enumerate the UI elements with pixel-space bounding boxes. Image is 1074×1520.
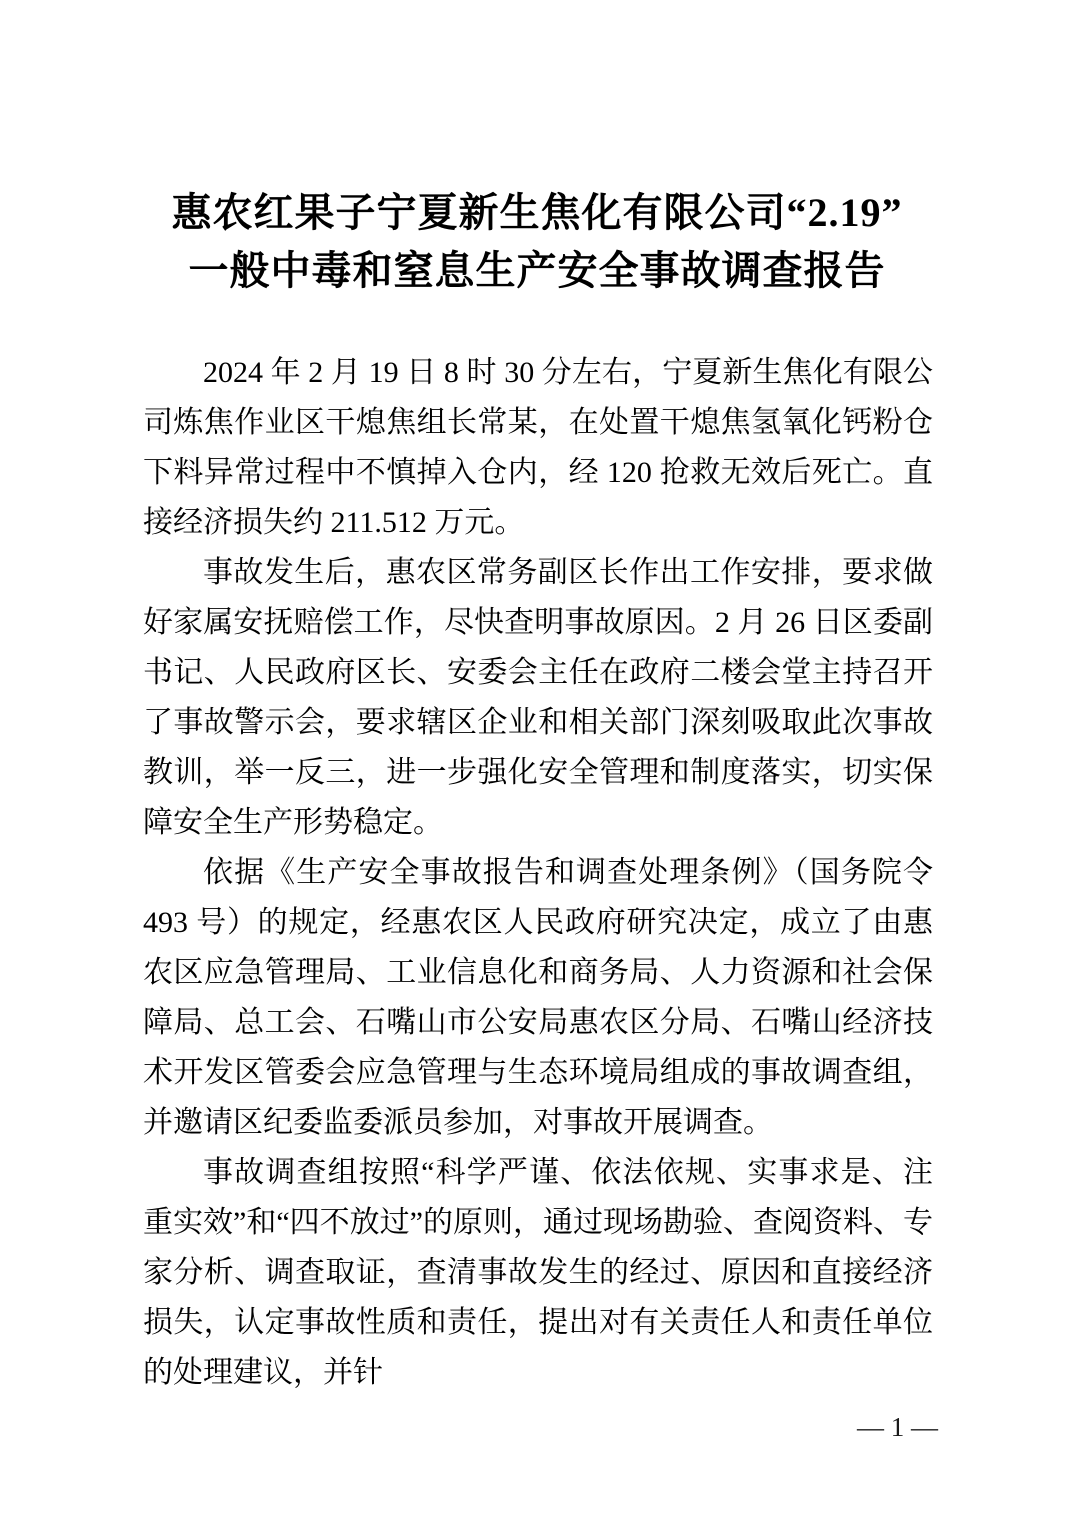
document-title-line-2: 一般中毒和窒息生产安全事故调查报告 — [188, 248, 886, 293]
page-number: — 1 — — [857, 1412, 938, 1442]
document-title-line-1: 惠农红果子宁夏新生焦化有限公司“2.19” — [171, 190, 903, 235]
document-title — [0, 184, 1074, 300]
paragraph-government-response: 事故发生后，惠农区常务副区长作出工作安排，要求做好家属安抚赔偿工作，尽快查明事故原因。2 月 26 日区委副书记、人民政府区长、安委会主任在政府二楼会堂主持召开了事故警示会，要求辖区企业和相关部门深刻吸取此次事故教训，举一反三，进一步强化安全管理和制度落实，切实保障安全生产形势稳定。 — [143, 556, 933, 839]
document-body — [143, 348, 933, 1398]
paragraph-investigation-team: 依据《生产安全事故报告和调查处理条例》（国务院令 493 号）的规定，经惠农区人民政府研究决定，成立了由惠农区应急管理局、工业信息化和商务局、人力资源和社会保障局、总工会、石嘴山市公安局惠农区分局、石嘴山经济技术开发区管委会应急管理与生态环境局组成的事故调查组，并邀请区纪委监委派员参加，对事故开展调查。 — [143, 856, 933, 1139]
paragraph-incident-summary: 2024 年 2 月 19 日 8 时 30 分左右，宁夏新生焦化有限公司炼焦作业区干熄焦组长常某，在处置干熄焦氢氧化钙粉仓下料异常过程中不慎掉入仓内，经 120 抢救无效后死亡。直接经济损失约 211.512 万元。 — [143, 356, 933, 539]
paragraph-investigation-principles: 事故调查组按照“科学严谨、依法依规、实事求是、注重实效”和“四不放过”的原则，通过现场勘验、查阅资料、专家分析、调查取证，查清事故发生的经过、原因和直接经济损失，认定事故性质和责任，提出对有关责任人和责任单位的处理建议，并针 — [143, 1156, 933, 1389]
